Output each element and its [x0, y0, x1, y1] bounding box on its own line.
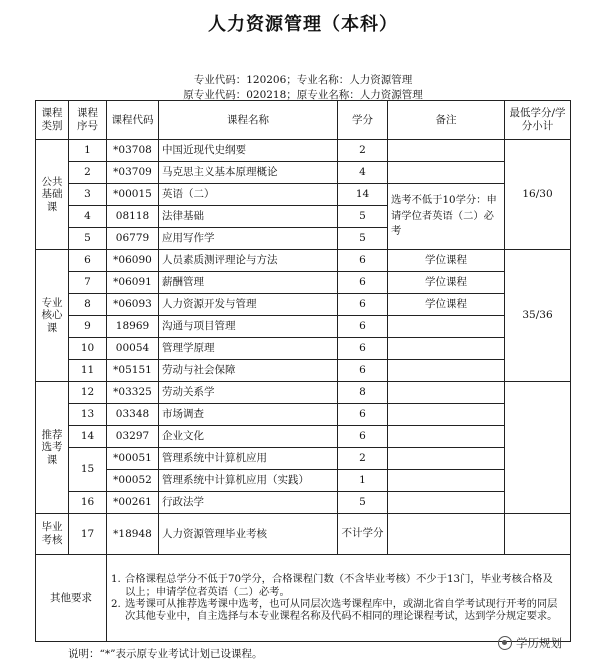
row-name: 管理系统中计算机应用（实践）	[159, 470, 338, 492]
table-row	[36, 294, 571, 316]
group-label-core: 专业核心课	[36, 250, 69, 382]
header-code: 课程代码	[107, 101, 159, 140]
row-seq: 4	[69, 206, 107, 228]
row-credit: 2	[338, 140, 388, 162]
row-seq: 17	[69, 514, 107, 555]
row-name: 市场调查	[159, 404, 338, 426]
table-row	[36, 272, 571, 294]
requirement-item	[111, 598, 562, 623]
row-code: *06090	[107, 250, 159, 272]
row-credit: 6	[338, 404, 388, 426]
requirement-text: 选考课可从推荐选考课中选考，也可从同层次选考课程库中，或湖北省自学考试现行开考的同层次其他专业中，自主选择与本专业课程名称及代码不相同的理论课程考试，达到学分规定要求。	[125, 598, 558, 623]
row-credit: 6	[338, 250, 388, 272]
row-credit: 4	[338, 162, 388, 184]
row-name: 沟通与项目管理	[159, 316, 338, 338]
row-code: 18969	[107, 316, 159, 338]
row-code: *00052	[107, 470, 159, 492]
row-remark	[388, 338, 505, 360]
row-remark	[388, 514, 505, 555]
row-seq: 8	[69, 294, 107, 316]
row-name: 应用写作学	[159, 228, 338, 250]
row-credit: 6	[338, 426, 388, 448]
remark-public-elective: 选考不低于10学分：申请学位者英语（二）必考	[388, 184, 505, 250]
row-name: 人力资源管理毕业考核	[159, 514, 338, 555]
row-remark: 学位课程	[388, 250, 505, 272]
table-row	[36, 470, 571, 492]
former-major-info-line: 原专业代码：020218；原专业名称：人力资源管理	[183, 89, 423, 101]
row-remark	[388, 140, 505, 162]
row-credit: 5	[338, 492, 388, 514]
row-credit: 6	[338, 316, 388, 338]
other-requirements-content	[107, 555, 571, 642]
row-name: 企业文化	[159, 426, 338, 448]
row-seq: 12	[69, 382, 107, 404]
table-row	[36, 404, 571, 426]
row-credit: 5	[338, 228, 388, 250]
row-remark	[388, 382, 505, 404]
graduation-row	[36, 514, 571, 555]
page-title: 人力资源管理（本科）	[208, 14, 398, 35]
table-row	[36, 184, 571, 206]
requirement-item	[111, 573, 562, 598]
row-credit: 6	[338, 294, 388, 316]
other-requirements-row	[36, 555, 571, 642]
row-remark	[388, 448, 505, 470]
row-seq: 1	[69, 140, 107, 162]
row-code: *18948	[107, 514, 159, 555]
row-code: *05151	[107, 360, 159, 382]
requirement-text: 合格课程总学分不低于70学分，合格课程门数（不含毕业考核）不少于13门，毕业考核合格及以上；申请学位者英语（二）必考。	[125, 573, 553, 598]
group-label-graduation: 毕业考核	[36, 514, 69, 555]
row-credit: 6	[338, 272, 388, 294]
requirement-number: 1.	[111, 573, 121, 586]
row-remark	[388, 404, 505, 426]
row-seq: 16	[69, 492, 107, 514]
row-seq: 14	[69, 426, 107, 448]
table-row	[36, 448, 571, 470]
table-row	[36, 250, 571, 272]
row-seq: 15	[69, 448, 107, 492]
row-code: *03325	[107, 382, 159, 404]
row-seq: 13	[69, 404, 107, 426]
row-code: 08118	[107, 206, 159, 228]
row-credit: 14	[338, 184, 388, 206]
row-code: *06091	[107, 272, 159, 294]
row-seq: 5	[69, 228, 107, 250]
subtotal-recommended	[505, 382, 571, 514]
row-seq: 2	[69, 162, 107, 184]
row-remark	[388, 360, 505, 382]
row-credit: 不计学分	[338, 514, 388, 555]
row-name: 马克思主义基本原理概论	[159, 162, 338, 184]
table-row	[36, 382, 571, 404]
header-name: 课程名称	[159, 101, 338, 140]
row-name: 劳动关系学	[159, 382, 338, 404]
header-remark: 备注	[388, 101, 505, 140]
group-label-recommended: 推荐选考课	[36, 382, 69, 514]
row-code: *00051	[107, 448, 159, 470]
table-row	[36, 316, 571, 338]
row-credit: 2	[338, 448, 388, 470]
row-seq: 10	[69, 338, 107, 360]
row-remark	[388, 162, 505, 184]
row-name: 英语（二）	[159, 184, 338, 206]
table-row	[36, 140, 571, 162]
row-name: 法律基础	[159, 206, 338, 228]
row-credit: 6	[338, 360, 388, 382]
footnote: 说明：“*”表示原专业考试计划已设课程。	[68, 648, 263, 660]
group-label-public: 公共基础课	[36, 140, 69, 250]
header-credit: 学分	[338, 101, 388, 140]
row-remark: 学位课程	[388, 272, 505, 294]
table-row	[36, 492, 571, 514]
row-subtotal	[505, 514, 571, 555]
row-name: 行政法学	[159, 492, 338, 514]
row-name: 管理学原理	[159, 338, 338, 360]
row-code: *06093	[107, 294, 159, 316]
row-code: 03348	[107, 404, 159, 426]
row-code: *00261	[107, 492, 159, 514]
watermark	[498, 635, 562, 651]
row-remark	[388, 470, 505, 492]
other-requirements-label: 其他要求	[36, 555, 107, 642]
row-seq: 7	[69, 272, 107, 294]
subtotal-public: 16/30	[505, 140, 571, 250]
header-seq: 课程序号	[69, 101, 107, 140]
row-name: 人员素质测评理论与方法	[159, 250, 338, 272]
row-credit: 6	[338, 338, 388, 360]
row-name: 中国近现代史纲要	[159, 140, 338, 162]
row-code: *03708	[107, 140, 159, 162]
row-remark	[388, 492, 505, 514]
row-name: 劳动与社会保障	[159, 360, 338, 382]
row-code: 00054	[107, 338, 159, 360]
row-code: *03709	[107, 162, 159, 184]
row-seq: 6	[69, 250, 107, 272]
table-row	[36, 360, 571, 382]
row-code: 06779	[107, 228, 159, 250]
row-credit: 1	[338, 470, 388, 492]
curriculum-table	[35, 100, 571, 642]
table-row	[36, 426, 571, 448]
row-credit: 5	[338, 206, 388, 228]
table-row	[36, 338, 571, 360]
header-category: 课程类别	[36, 101, 69, 140]
table-row	[36, 162, 571, 184]
row-credit: 8	[338, 382, 388, 404]
subtotal-core: 35/36	[505, 250, 571, 382]
major-info-line: 专业代码：120206；专业名称：人力资源管理	[193, 74, 413, 86]
row-seq: 9	[69, 316, 107, 338]
row-remark: 学位课程	[388, 294, 505, 316]
row-seq: 11	[69, 360, 107, 382]
row-seq: 3	[69, 184, 107, 206]
row-remark	[388, 426, 505, 448]
row-code: *00015	[107, 184, 159, 206]
row-name: 管理系统中计算机应用	[159, 448, 338, 470]
row-remark	[388, 316, 505, 338]
row-name: 人力资源开发与管理	[159, 294, 338, 316]
header-min-credit: 最低学分/学分小计	[505, 101, 571, 140]
row-code: 03297	[107, 426, 159, 448]
table-header-row	[36, 101, 571, 140]
row-name: 薪酬管理	[159, 272, 338, 294]
requirement-number: 2.	[111, 598, 121, 610]
watermark-text: 学历规划	[516, 636, 562, 650]
wechat-logo-icon	[498, 636, 512, 650]
